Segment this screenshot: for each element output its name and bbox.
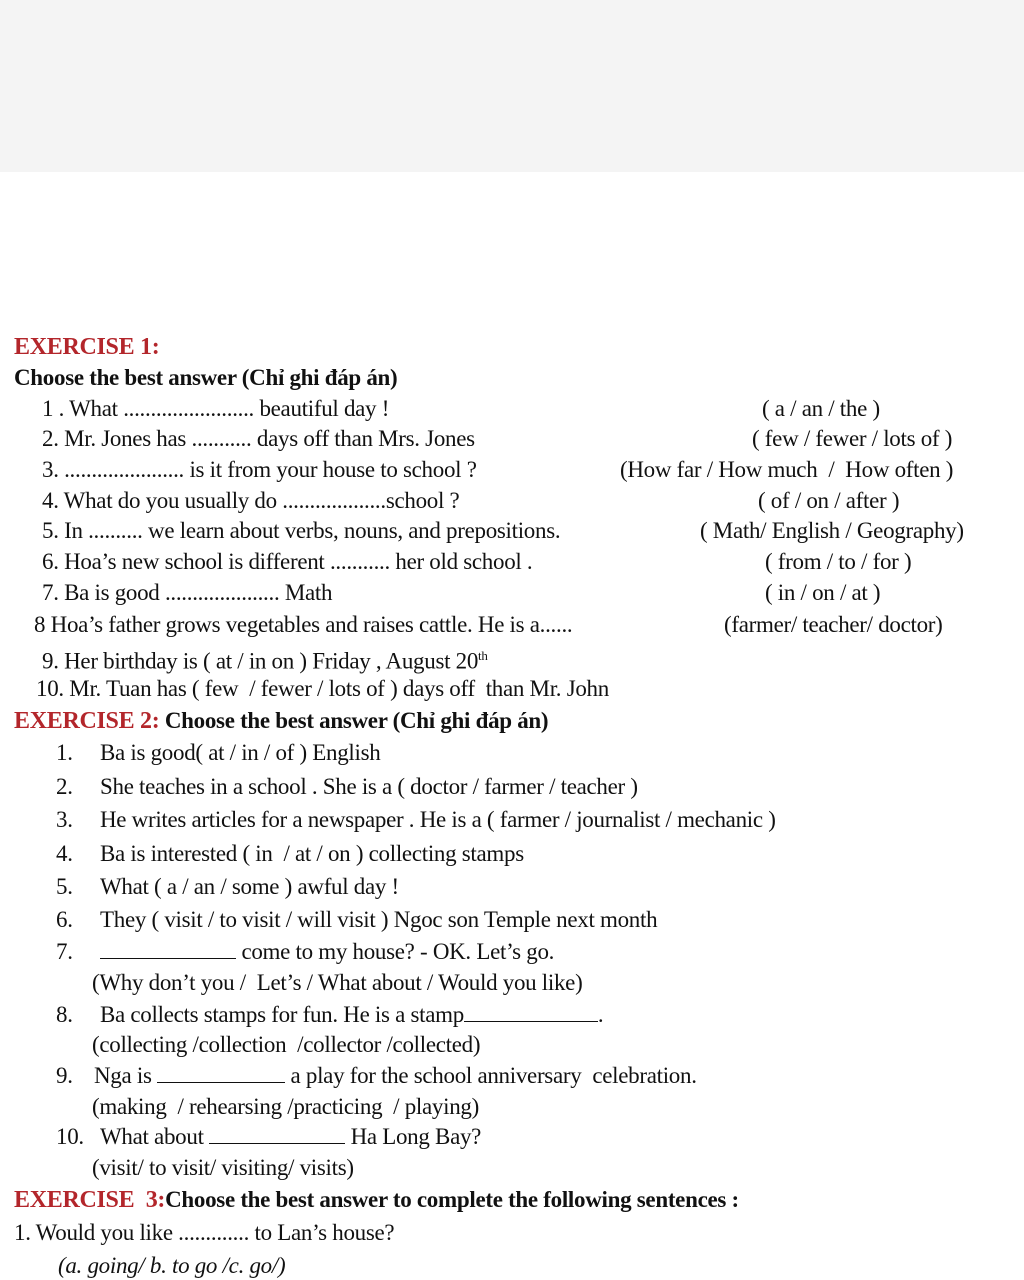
- ex3-options-1: (a. going/ b. to go /c. go/): [58, 1253, 286, 1278]
- exercise-1-title: EXERCISE 1:: [14, 334, 160, 360]
- ex1-options-1: ( a / an / the ): [762, 396, 880, 421]
- ex2-question-10: 10. What about Ha Long Bay?: [56, 1124, 482, 1149]
- exercise-2-header: [14, 707, 548, 735]
- ex1-options-3: (How far / How much / How often ): [620, 457, 954, 482]
- ex1-options-4: ( of / on / after ): [758, 488, 900, 513]
- ex1-question-4: 4. What do you usually do ...................school ?: [42, 488, 460, 513]
- ex2-question-1: 1. Ba is good( at / in / of ) English: [56, 740, 381, 765]
- ex1-question-9-text: 9. Her birthday is ( at / in on ) Friday , August 20: [42, 648, 479, 674]
- answer-blank: [464, 1003, 598, 1022]
- ex1-question-3: 3. ...................... is it from your house to school ?: [42, 457, 477, 482]
- ex1-options-5: ( Math/ English / Geography): [700, 518, 964, 543]
- ex2-question-2: 2. She teaches in a school . She is a ( doctor / farmer / teacher ): [56, 774, 638, 799]
- ex1-question-7: 7. Ba is good ..................... Math: [42, 580, 333, 605]
- answer-blank: [209, 1125, 345, 1144]
- ex1-question-2: 2. Mr. Jones has ........... days off than Mrs. Jones: [42, 426, 475, 451]
- ex2-options-7: (Why don’t you / Let’s / What about / Would you like): [92, 970, 583, 995]
- ex1-question-10: 10. Mr. Tuan has ( few / fewer / lots of ) days off than Mr. John: [36, 676, 609, 701]
- ex2-question-5: 5. What ( a / an / some ) awful day !: [56, 874, 399, 899]
- exercise-3-header: [14, 1186, 739, 1214]
- exercise-3-instruction: Choose the best answer to complete the following sentences :: [165, 1187, 739, 1212]
- ex3-question-1: 1. Would you like ............. to Lan’s house?: [14, 1220, 395, 1245]
- ex1-options-6: ( from / to / for ): [765, 549, 912, 574]
- ex1-options-8: (farmer/ teacher/ doctor): [724, 612, 943, 637]
- exercise-2-title: EXERCISE 2:: [14, 708, 160, 734]
- ex1-question-5: 5. In .......... we learn about verbs, nouns, and prepositions.: [42, 518, 561, 543]
- ex1-question-9-suffix: th: [478, 648, 488, 663]
- ex1-options-7: ( in / on / at ): [765, 580, 881, 605]
- answer-blank: [100, 940, 236, 959]
- ex2-question-8: 8. Ba collects stamps for fun. He is a stamp .: [56, 1002, 604, 1027]
- ex1-options-2: ( few / fewer / lots of ): [752, 426, 953, 451]
- ex2-question-4: 4. Ba is interested ( in / at / on ) collecting stamps: [56, 841, 524, 866]
- ex2-options-9: (making / rehearsing /practicing / playing): [92, 1094, 479, 1119]
- ex1-question-6: 6. Hoa’s new school is different ........... her old school .: [42, 549, 533, 574]
- exercise-2-instruction: Choose the best answer (Chỉ ghi đáp án): [164, 708, 549, 733]
- ex1-question-8: 8 Hoa’s father grows vegetables and raises cattle. He is a......: [34, 612, 573, 637]
- ex2-options-8: (collecting /collection /collector /collected): [92, 1032, 481, 1057]
- ex1-question-9: [42, 642, 488, 676]
- ex2-question-6: 6. They ( visit / to visit / will visit ) Ngoc son Temple next month: [56, 907, 658, 932]
- ex2-question-9: 9. Nga is a play for the school anniversary celebration.: [56, 1063, 697, 1088]
- ex2-options-10: (visit/ to visit/ visiting/ visits): [92, 1155, 354, 1180]
- ex2-question-3: 3. He writes articles for a newspaper . He is a ( farmer / journalist / mechanic ): [56, 807, 776, 832]
- exercise-1-instruction: Choose the best answer (Chỉ ghi đáp án): [14, 365, 398, 390]
- exercise-3-title: EXERCISE 3:: [14, 1187, 166, 1213]
- ex1-question-1: 1 . What ........................ beautiful day !: [42, 396, 390, 421]
- ex2-question-7: 7. come to my house? - OK. Let’s go.: [56, 939, 555, 964]
- answer-blank: [157, 1064, 285, 1083]
